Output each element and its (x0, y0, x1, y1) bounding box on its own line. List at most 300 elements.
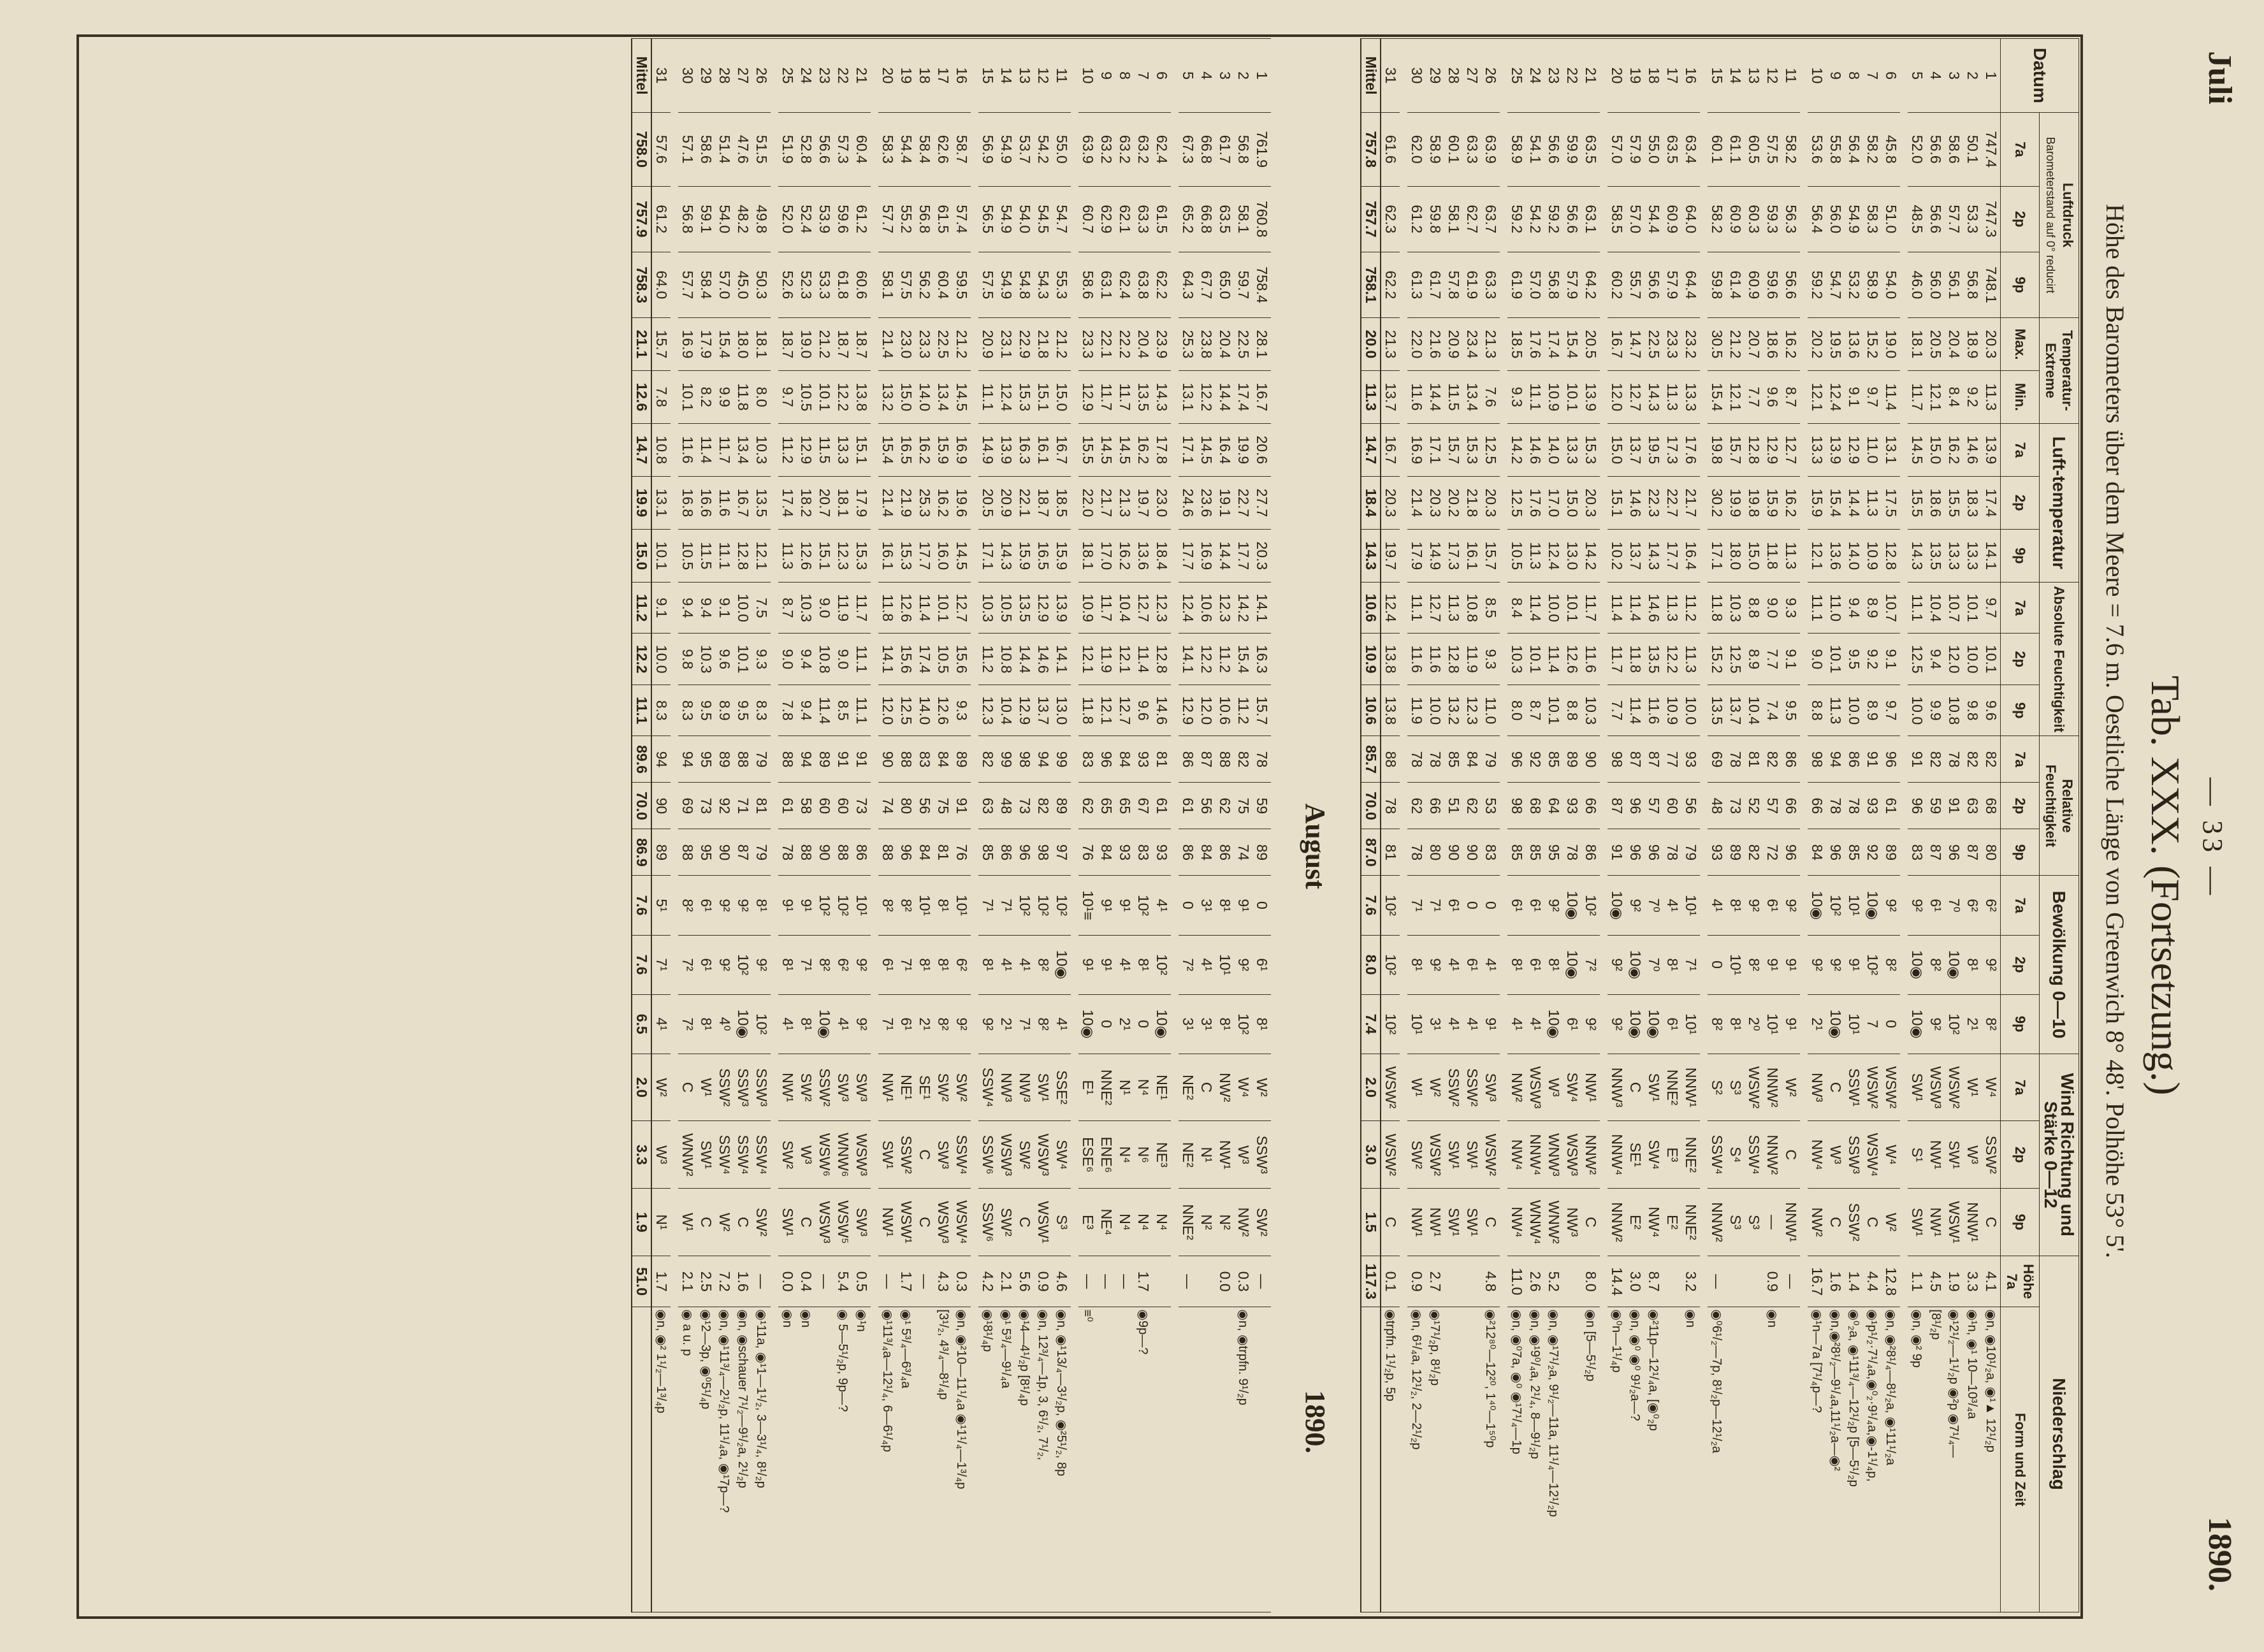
table-cell: 3 (1945, 39, 1963, 113)
table-cell: 16.2 (934, 476, 952, 529)
table-cell: NW³ (1563, 1189, 1581, 1256)
table-cell: 4¹ (1197, 935, 1215, 994)
table-cell: NW² (1808, 1189, 1826, 1256)
table-cell: 11.3 (1863, 476, 1882, 529)
table-cell: 7¹ (1426, 876, 1444, 935)
table-cell: 56.0 (1926, 252, 1945, 317)
table-cell: 4¹ (1444, 935, 1463, 994)
table-cell: 20.3 (1581, 476, 1600, 529)
table-cell: 14.7 (1626, 318, 1644, 371)
table-cell: 22.1 (1097, 318, 1115, 371)
table-cell: SSW² (1845, 1189, 1863, 1256)
month-label-august: August (1300, 803, 1332, 889)
table-cell: 11.3 (1781, 529, 1800, 582)
table-cell: 57.8 (1444, 252, 1463, 317)
table-cell: 8.3 (752, 685, 771, 736)
table-row (1926, 39, 1945, 1612)
table-cell: 12.8 (1152, 634, 1171, 685)
table-cell: 23.9 (1152, 318, 1171, 371)
table-cell: 52.3 (797, 252, 815, 317)
table-cell: WNW⁶ (834, 1121, 852, 1189)
table-cell: NW⁴ (1507, 1121, 1526, 1189)
table-cell: 22.5 (934, 318, 952, 371)
table-cell: 17.7 (1179, 529, 1197, 582)
mittel-cell: 3.0 (1361, 1121, 1381, 1189)
table-cell: 21.3 (1381, 318, 1400, 371)
table-cell: 15.3 (897, 529, 915, 582)
table-cell: 12.1 (1115, 634, 1134, 685)
table-cell: 11.4 (1882, 370, 1900, 423)
table-cell: 17.5 (1882, 476, 1900, 529)
table-cell: 51.0 (1882, 186, 1900, 252)
mittel-cell: 14.3 (1361, 529, 1381, 582)
table-cell: 10² (1152, 935, 1171, 994)
table-cell: 20.4 (1134, 318, 1152, 371)
table-cell: SW¹ (1034, 1054, 1052, 1121)
table-cell: 15.7 (1444, 423, 1463, 476)
table-cell: SE¹ (915, 1054, 934, 1121)
table-cell: 63.5 (1663, 112, 1681, 186)
table-cell: 10◉ (1052, 935, 1071, 994)
table-cell: 78 (1726, 736, 1745, 783)
table-cell: 11.3 (1663, 582, 1681, 634)
table-cell: 9.1 (1845, 370, 1863, 423)
table-cell: 56.6 (1926, 112, 1945, 186)
table-cell: 9.5 (734, 685, 752, 736)
table-row (1544, 39, 1563, 1612)
table-cell: 62 (1215, 783, 1234, 829)
table-cell: 21.8 (1463, 476, 1481, 529)
table-cell: 11.7 (1581, 582, 1600, 634)
table-cell: 8² (1745, 935, 1763, 994)
table-cell: NE⁴ (1097, 1189, 1115, 1256)
table-cell: 6¹ (697, 876, 715, 935)
table-cell: 17.1 (1708, 529, 1726, 582)
table-row (878, 39, 897, 1612)
table-cell: 20.4 (1215, 318, 1234, 371)
row-gap (1071, 39, 1078, 1612)
table-cell: 55.8 (1826, 112, 1845, 186)
table-row (978, 39, 997, 1612)
table-cell: 59.6 (834, 186, 852, 252)
table-cell: 11.1 (1808, 582, 1826, 634)
header-datum: Datum (2001, 39, 2079, 113)
table-cell: 10.5 (678, 529, 697, 582)
table-cell: WNW³ (1544, 1121, 1563, 1189)
table-cell: 9.0 (1763, 582, 1781, 634)
table-cell: 10◉ (1563, 935, 1581, 994)
table-cell: SW¹ (1908, 1054, 1926, 1121)
table-cell: 22.0 (1407, 318, 1426, 371)
table-cell: 10² (1381, 876, 1400, 935)
table-cell: SW³ (934, 1121, 952, 1189)
table-cell: W² (1882, 1189, 1900, 1256)
table-cell: 19.5 (1644, 423, 1663, 476)
table-cell: 87 (1626, 736, 1644, 783)
table-cell (1745, 1307, 1763, 1612)
table-cell: 62.4 (1152, 112, 1171, 186)
table-cell: 7² (678, 994, 697, 1054)
table-cell: 11.8 (1708, 582, 1726, 634)
table-cell: 11.7 (1607, 634, 1626, 685)
table-cell: 10¹ (852, 876, 871, 935)
table-cell: 31 (651, 39, 671, 113)
table-cell: 11.1 (1908, 582, 1926, 634)
mittel-cell: 757.7 (1361, 186, 1381, 252)
table-cell: C (1863, 1189, 1882, 1256)
table-cell: 8.5 (1481, 582, 1500, 634)
table-cell: 66.8 (1197, 112, 1215, 186)
row-gap (971, 39, 978, 1612)
table-cell: 56.5 (978, 186, 997, 252)
table-cell: 17.8 (1152, 423, 1171, 476)
table-cell: 1 (1982, 39, 2001, 113)
table-row (1626, 39, 1644, 1612)
table-cell: 10¹ (952, 876, 971, 935)
table-cell: 59.8 (1426, 186, 1444, 252)
table-cell: 12.1 (1808, 370, 1826, 423)
table-cell: ◉n, ◉²8¹/₄—8¹/₂a, ◉¹11¹/₂a (1882, 1307, 1900, 1612)
table-cell: 9¹ (778, 876, 797, 935)
table-cell: 22.7 (1234, 476, 1252, 529)
table-cell: 10² (1581, 876, 1600, 935)
table-cell: 13.3 (834, 423, 852, 476)
table-cell: 0.3 (952, 1256, 971, 1307)
table-cell: 57.9 (1626, 112, 1644, 186)
table-cell: 9² (1607, 935, 1626, 994)
table-cell: 96 (1644, 829, 1663, 876)
table-cell: 11.4 (1607, 582, 1626, 634)
table-cell: 11.6 (1407, 370, 1426, 423)
table-row (778, 39, 797, 1612)
table-cell: 7.2 (715, 1256, 734, 1307)
table-cell: 52.0 (778, 186, 797, 252)
table-cell: 14.6 (1526, 423, 1544, 476)
table-cell: 14.5 (952, 370, 971, 423)
table-cell: 23.2 (1681, 318, 1700, 371)
table-cell: 62.2 (1381, 252, 1400, 317)
table-cell: 30 (678, 39, 697, 113)
table-row (1681, 39, 1700, 1612)
table-cell: 16.7 (1052, 423, 1071, 476)
table-cell: 15.1 (1607, 476, 1626, 529)
table-row (934, 39, 952, 1612)
table-cell: 16.4 (1681, 529, 1700, 582)
table-cell: 61.5 (934, 186, 952, 252)
table-cell: 20.2 (1808, 318, 1826, 371)
table-cell: 96 (1945, 829, 1963, 876)
table-cell: 59.3 (1763, 186, 1781, 252)
table-cell: 11.1 (1407, 582, 1426, 634)
table-cell: 20.3 (1481, 476, 1500, 529)
table-cell: 62 (1078, 783, 1097, 829)
table-cell: 67 (1134, 783, 1152, 829)
table-cell: 2.5 (697, 1256, 715, 1307)
table-cell: 11.1 (852, 685, 871, 736)
table-cell: 7¹ (1015, 994, 1034, 1054)
table-cell: 9¹ (1763, 935, 1781, 994)
table-cell: 10.1 (1982, 634, 2001, 685)
table-cell: 31 (1381, 39, 1400, 113)
table-cell: 23 (815, 39, 834, 113)
table-cell: 81 (934, 829, 952, 876)
table-row (1826, 39, 1845, 1612)
table-cell: 25 (778, 39, 797, 113)
table-cell: 16.4 (1215, 423, 1234, 476)
table-cell: 9.8 (678, 634, 697, 685)
table-cell: C (678, 1054, 697, 1121)
table-cell: 14.6 (1152, 685, 1171, 736)
gap-cell (871, 39, 878, 1612)
table-cell: 18.9 (1963, 318, 1982, 371)
table-cell: 17.0 (1097, 529, 1115, 582)
table-cell: 8.0 (1581, 1256, 1600, 1307)
table-cell: 10◉ (1152, 994, 1171, 1054)
table-cell: 61.1 (1726, 112, 1745, 186)
table-cell: 91 (952, 783, 971, 829)
table-cell: 27.7 (1252, 476, 1271, 529)
table-row (715, 39, 734, 1612)
table-cell: 63 (1963, 783, 1982, 829)
table-cell: 0 (1882, 994, 1900, 1054)
mittel-cell: 758.1 (1361, 252, 1381, 317)
table-cell: 2 (1234, 39, 1252, 113)
table-cell: SSW² (715, 1054, 734, 1121)
table-cell: 82 (1963, 736, 1982, 783)
table-cell: S³ (1726, 1054, 1745, 1121)
table-cell: W¹ (1963, 1054, 1982, 1121)
table-cell: 93 (1708, 829, 1726, 876)
mittel-cell: 757.9 (632, 186, 651, 252)
table-cell: ◉¹n (852, 1307, 871, 1612)
month-separator (1271, 39, 1361, 1612)
table-cell: 14.4 (1845, 476, 1863, 529)
table-cell: 7.7 (1763, 634, 1781, 685)
table-cell: ◉9p—? (1134, 1307, 1152, 1612)
table-cell: SW¹ (1444, 1121, 1463, 1189)
table-cell: 60 (834, 783, 852, 829)
table-cell: 57.0 (1626, 186, 1644, 252)
table-cell: 11.0 (1826, 582, 1845, 634)
table-cell: 15.2 (1863, 318, 1882, 371)
table-cell: 25.3 (915, 476, 934, 529)
table-cell: 6¹ (1563, 994, 1581, 1054)
table-cell: 20.3 (1381, 476, 1400, 529)
table-cell: 4¹ (1481, 935, 1500, 994)
table-cell: 14.5 (1115, 423, 1134, 476)
table-cell: 98 (1034, 829, 1052, 876)
table-cell: 12.0 (878, 685, 897, 736)
table-cell: SSW³ (734, 1054, 752, 1121)
table-cell: N⁴ (1115, 1189, 1134, 1256)
table-cell: 60.1 (1708, 112, 1726, 186)
table-cell: 58.7 (952, 112, 971, 186)
table-cell: 18.1 (1908, 318, 1926, 371)
page-number: — 33 — (2197, 778, 2228, 899)
month-label-juli: Juli (2202, 51, 2238, 105)
table-cell: 8.3 (651, 685, 671, 736)
table-cell: 10.5 (797, 370, 815, 423)
row-gap (1500, 39, 1507, 1612)
table-cell: 10◉ (1644, 994, 1663, 1054)
table-cell: 13.2 (878, 370, 897, 423)
table-cell: 16.2 (915, 423, 934, 476)
table-cell: 84 (934, 736, 952, 783)
table-cell: 54.4 (1644, 186, 1663, 252)
table-cell: 15.0 (1926, 423, 1945, 476)
table-cell: 9.3 (1507, 370, 1526, 423)
table-row (1808, 39, 1826, 1612)
table-cell: 9¹ (1097, 876, 1115, 935)
table-cell: 2 (1963, 39, 1982, 113)
table-cell: 60.4 (852, 112, 871, 186)
table-cell: SSW⁴ (1708, 1121, 1726, 1189)
table-cell: 20.7 (815, 476, 834, 529)
table-cell: 88 (897, 736, 915, 783)
table-cell: 78 (1252, 736, 1271, 783)
table-cell: 8.7 (1526, 685, 1544, 736)
table-cell: 12.1 (1078, 634, 1097, 685)
table-cell: N⁴ (1134, 1054, 1152, 1121)
header-bew-7a: 7a (2001, 876, 2040, 935)
table-cell: 21.6 (1426, 318, 1444, 371)
table-cell: 88 (834, 829, 852, 876)
table-cell: 9² (852, 935, 871, 994)
table-cell: 90 (1581, 736, 1600, 783)
table-cell: 7¹ (1681, 935, 1700, 994)
table-cell: 20.9 (997, 476, 1015, 529)
table-cell: 10² (1134, 876, 1152, 935)
table-cell: 8.9 (715, 685, 734, 736)
table-cell: 9¹ (1115, 876, 1134, 935)
mittel-cell: 11.1 (632, 685, 651, 736)
table-cell: 18.5 (1052, 476, 1071, 529)
table-cell: 99 (997, 736, 1015, 783)
table-cell: 11 (1052, 39, 1071, 113)
table-cell: 62.0 (1407, 112, 1426, 186)
table-cell: 7² (1581, 935, 1600, 994)
table-cell: 53.3 (1963, 186, 1982, 252)
table-cell: SW¹ (1463, 1189, 1481, 1256)
table-cell: 52.6 (778, 252, 797, 317)
table-cell: 88 (678, 829, 697, 876)
table-cell: 12.6 (897, 582, 915, 634)
table-cell: 9² (1626, 876, 1644, 935)
table-cell: 12.0 (1197, 685, 1215, 736)
table-cell: 56.1 (1945, 252, 1963, 317)
table-cell: 8¹ (1252, 994, 1271, 1054)
table-cell: 54.1 (1526, 112, 1544, 186)
table-cell: 91 (1863, 736, 1882, 783)
table-cell: 27 (1463, 39, 1481, 113)
table-cell: 25 (1507, 39, 1526, 113)
mittel-cell: 11.3 (1361, 370, 1381, 423)
table-cell: NW⁴ (1644, 1189, 1663, 1256)
table-cell: 54.4 (897, 112, 915, 186)
table-cell: 16.2 (1115, 529, 1134, 582)
table-cell: SSW⁴ (952, 1121, 971, 1189)
table-cell: C (1826, 1189, 1845, 1256)
header-luftdruck-9p: 9p (2001, 252, 2040, 317)
table-cell: 10◉ (1563, 876, 1581, 935)
table-cell: 8² (678, 876, 697, 935)
table-cell: 16.7 (734, 476, 752, 529)
table-cell: 14.2 (1507, 423, 1526, 476)
table-cell: 57.3 (834, 112, 852, 186)
table-cell: 13.4 (934, 370, 952, 423)
table-row (1426, 39, 1444, 1612)
table-cell: 61 (1882, 783, 1900, 829)
table-cell: WSW³ (815, 1189, 834, 1256)
table-cell: 5 (1908, 39, 1926, 113)
table-cell: 9² (715, 876, 734, 935)
table-cell: 91 (1607, 829, 1626, 876)
table-cell: 2¹ (997, 994, 1015, 1054)
table-cell: 11.3 (1826, 685, 1845, 736)
table-row (1252, 39, 1271, 1612)
table-cell: 13.3 (1681, 370, 1700, 423)
table-cell: 5.6 (1015, 1256, 1034, 1307)
table-cell: 13.9 (1982, 423, 2001, 476)
table-cell: 23.8 (1197, 318, 1215, 371)
table-cell: 51 (1444, 783, 1463, 829)
table-cell: 5¹ (651, 876, 671, 935)
table-cell: 69 (1708, 736, 1726, 783)
table-cell: 92 (715, 783, 734, 829)
table-cell: 23.1 (997, 318, 1015, 371)
table-cell: 54.9 (997, 186, 1015, 252)
table-cell: 8² (897, 876, 915, 935)
header-temp-7a: 7a (2001, 423, 2040, 476)
table-cell: 11.8 (1763, 529, 1781, 582)
table-cell: ◉n, ◉¹9⁰/₄a, 2¹/₄, 8—9¹/₂p (1526, 1307, 1544, 1612)
table-cell: NNW² (1763, 1121, 1781, 1189)
table-cell: 87 (1963, 829, 1982, 876)
table-cell: NW² (1215, 1054, 1234, 1121)
table-cell: 7² (1179, 935, 1197, 994)
table-cell: 10² (1826, 876, 1845, 935)
table-cell: NW¹ (1581, 1054, 1600, 1121)
table-cell: 95 (697, 736, 715, 783)
table-cell: ◉¹ 5³/₄—9¹/₄a (997, 1307, 1015, 1612)
table-cell: 6¹ (897, 994, 915, 1054)
table-cell: 53.6 (1808, 112, 1826, 186)
table-cell: 15.1 (1034, 370, 1052, 423)
table-cell: 17.9 (697, 318, 715, 371)
table-cell: 16.7 (1607, 318, 1626, 371)
table-cell: SW² (752, 1189, 771, 1256)
table-cell: 93 (1863, 783, 1882, 829)
table-cell: 84 (1197, 829, 1215, 876)
table-cell: 0.9 (1407, 1256, 1426, 1307)
table-cell: 18.3 (1963, 476, 1982, 529)
table-row (1982, 39, 2001, 1612)
table-cell (1152, 1256, 1171, 1307)
table-cell: 0.0 (778, 1256, 797, 1307)
table-cell: 7⁰ (1644, 935, 1663, 994)
table-cell: 18 (915, 39, 934, 113)
table-cell: 4¹ (1152, 876, 1171, 935)
table-cell: 3¹ (1197, 994, 1215, 1054)
table-cell: 14.6 (1626, 476, 1644, 529)
table-cell: NE³ (1152, 1121, 1171, 1189)
table-cell: 10◉ (815, 994, 834, 1054)
table-cell: SW⁴ (1644, 1121, 1663, 1189)
mittel-cell: 70.0 (632, 783, 651, 829)
table-cell: 4¹ (834, 994, 852, 1054)
table-cell: SSW⁶ (978, 1189, 997, 1256)
table-cell: 98 (1808, 736, 1826, 783)
